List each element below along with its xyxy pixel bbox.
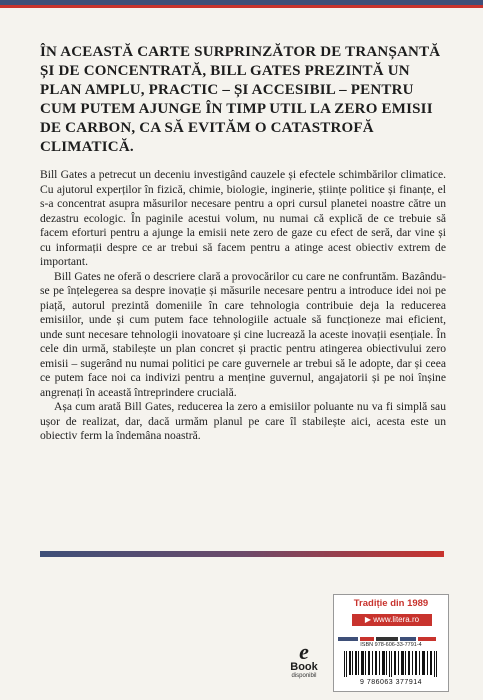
gradient-divider (40, 551, 444, 557)
publisher-tradition: Tradiție din 1989 (353, 598, 429, 609)
blurb (40, 168, 446, 444)
ebook-e-icon: e (299, 639, 309, 664)
ebook-available-logo (282, 639, 326, 680)
ebook-available-label: disponibil (291, 673, 317, 679)
back-cover-headline: ÎN ACEASTĂ CARTE SURPRINZĂTOR DE TRANȘANTĂ ȘI DE CONCENTRATĂ, BILL GATES PREZINTĂ UN PLAN AMPLU, PRACTIC – ȘI ACCESIBIL – PENTRU CUM PUTEM AJUNGE ÎN TIMP UTIL LA ZERO EMISII DE CARBON, CA SĂ EVITĂM O CATASTROFĂ CLIMATICĂ. (40, 44, 441, 155)
publisher-website-label: www.litera.ro (373, 615, 420, 624)
blurb-paragraph-2: Bill Gates ne oferă o descriere clară a provocărilor cu care ne confruntăm. Bazându-se pe înțelegerea sa despre inovație și măsurile necesare pentru a introduce idei noi pe piață, autorul prezintă domeniile în care tehnologia contribuie deja la reducerea emisiilor, unde și cum putem face tehnologiile actuale să funcționeze mai eficient, unde sunt necesare tehnologii inovatoare și cine lucrează la aceste inovații esențiale. În cele din urmă, stabilește un plan concret și practic pentru atingerea obiectivului zero emisii – sugerând nu numai politici pe care guvernele ar trebui să le adopte, dar și ceea ce putem face noi ca indivizi pentru a menține guvernul, angajatorii și pe noi înșine angrenați în această întreprindere crucială. (40, 269, 446, 399)
barcode-icon (344, 651, 438, 677)
ebook-word: Book (290, 661, 318, 673)
top-red-stripe (0, 5, 483, 8)
blurb-paragraph-3: Așa cum arată Bill Gates, reducerea la zero a emisiilor poluante nu va fi simplă sau ușor de realizat, dar, dacă urmăm planul pe care îl stabilește aici, acesta este un obiectiv ferm la îndemâna noastră. (40, 400, 446, 442)
publisher-website: ▶ www.litera.ro (352, 614, 432, 626)
publisher-box (333, 594, 449, 692)
blurb-paragraph-1: Bill Gates a petrecut un deceniu investigând cauzele și efectele schimbărilor climatice. Cu ajutorul experților în fizică, chimie, biologie, inginerie, științe politice și finanțe, el s-a concentrat asupra măsurilor necesare pentru a opri cursul planetei noastre către un dezastru ecologic. În paginile acestui volum, nu numai că explică de ce trebuie să facem eforturi pentru a ajunge la emisii nete zero de gaze cu efect de seră, dar vine și cu informații despre ce ar trebui să facem pentru a atinge acest obiectiv extrem de important. (40, 168, 446, 268)
publisher-logos-icon (338, 630, 444, 640)
isbn-text: ISBN 978-606-33-7791-4 (360, 642, 422, 648)
barcode-number: 9 786063 377914 (360, 679, 422, 686)
